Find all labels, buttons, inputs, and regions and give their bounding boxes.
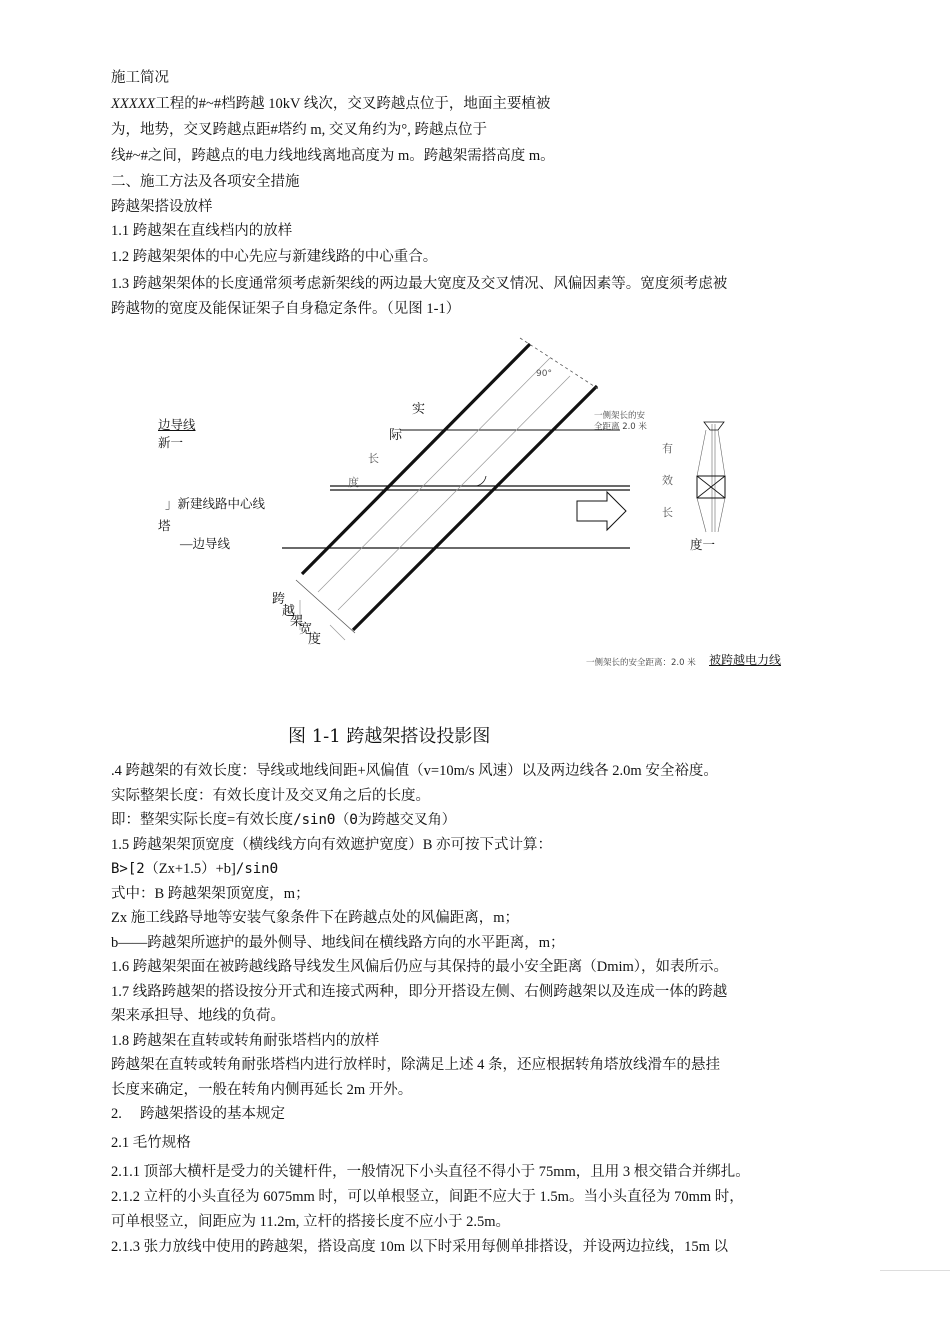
span-width-char: 跨 — [272, 591, 286, 606]
formula-line — [111, 860, 278, 878]
text-line: 跨越架在直转或转角耐张塔档内进行放样时，除满足上述 4 条，还应根据转角塔放线滑车的悬挂 — [111, 1057, 720, 1073]
angle-label: 90° — [536, 369, 552, 379]
text-line: 1.8 跨越架在直转或转角耐张塔档内的放样 — [111, 1033, 380, 1049]
text-line: b——跨越架所遮护的最外侧导、地线间在横线路方向的水平距离，m； — [111, 935, 565, 951]
text-line: 1.1 跨越架在直线档内的放样 — [111, 223, 293, 239]
text-line: 2.1.1 顶部大横杆是受力的关键杆件，一般情况下小头直径不得小于 75mm，且用 3 根交错合并绑扎。 — [111, 1164, 750, 1180]
edge-conductor-label: 边导线 — [158, 418, 196, 432]
text-line: 长度来确定，一般在转角内侧再延长 2m 开外。 — [111, 1082, 413, 1098]
text-line: 1.7 线路跨越架的搭设按分开式和连接式两种，即分开搭设左侧、右侧跨越架以及连成一体的跨越 — [111, 984, 728, 1000]
bottom-safety-note: 一侧架长的安全距离：2.0 米 — [586, 658, 696, 668]
new-line-center-label: 」新建线路中心线 — [165, 497, 266, 511]
text-line: .4 跨越架的有效长度：导线或地线间距+风偏值（v=10m/s 风速）以及两边线各 2.0m 安全裕度。 — [111, 763, 718, 779]
text-line — [111, 95, 550, 113]
text-line: 架来承担导、地线的负荷。 — [111, 1008, 285, 1024]
text-line: 式中：B 跨越架架顶宽度，m； — [111, 886, 310, 902]
crossed-power-line-label: 被跨越电力线 — [709, 653, 782, 667]
text-line: 线#~#之间，跨越点的电力线地线离地高度为 m。跨越架需搭高度 m。 — [111, 148, 555, 164]
span-width-char: 越 — [282, 603, 296, 618]
text-line: 可单根竖立，间距应为 11.2m, 立杆的搭接长度不应小于 2.5m。 — [111, 1214, 511, 1230]
text-line: 实际整架长度：有效长度计及交叉角之后的长度。 — [111, 788, 430, 804]
actual-length-char: 长 — [368, 453, 379, 465]
safety-distance-note: 一侧架长的安 — [594, 411, 646, 421]
text-line — [111, 811, 456, 829]
formula-fragment: B>[2（ — [111, 861, 159, 877]
text-line: 2.1.2 立杆的小头直径为 6075mm 时，可以单根竖立，间距不应大于 1.5m。当小头直径为 70mm 时， — [111, 1189, 744, 1205]
safety-distance-note: 全距离 2.0 米 — [594, 422, 647, 432]
text-line: 1.2 跨越架架体的中心先应与新建线路的中心重合。 — [111, 249, 438, 265]
formula-fragment: /sinΘ — [235, 861, 279, 877]
actual-length-char: 际 — [389, 427, 403, 442]
formula-fragment: Zx+1.5）+b] — [158, 861, 236, 877]
effective-length-char: 度一 — [690, 538, 716, 552]
effective-length-char: 有 — [662, 443, 673, 455]
text-line: 为，地势，交叉跨越点距#塔约 m, 交叉角约为°, 跨越点位于 — [111, 122, 487, 138]
text-line: 1.3 跨越架架体的长度通常须考虑新架线的两边最大宽度及交叉情况、风偏因素等。宽度须考虑被 — [111, 276, 728, 292]
text-line: 1.5 跨越架架顶宽度（横线线方向有效遮护宽度）B 亦可按下式计算： — [111, 837, 553, 853]
text-line: 2.1.3 张力放线中使用的跨越架，搭设高度 10m 以下时采用每侧单排搭设，并设两边拉线，15m 以 — [111, 1239, 729, 1255]
edge-conductor-label-2: —边导线 — [180, 537, 231, 551]
subsection-heading: 跨越架搭设放样 — [111, 199, 213, 215]
span-width-char: 度 — [308, 631, 322, 646]
crossing-frame-diagram — [0, 330, 950, 690]
text-line: 1.6 跨越架架面在被跨越线路导线发生风偏后仍应与其保持的最小安全距离（Dmim），如表所示。 — [111, 959, 729, 975]
subsection-heading: 2.1 毛竹规格 — [111, 1135, 191, 1151]
page-edge-divider — [880, 1270, 950, 1271]
actual-length-char: 度 — [348, 477, 359, 489]
span-width-char: 宽 — [299, 621, 313, 636]
effective-length-char: 长 — [662, 507, 673, 519]
actual-length-char: 实 — [412, 401, 426, 416]
text-fragment: 即：整架实际长度=有效长度 — [111, 812, 294, 828]
figure-caption: 图 1-1 跨越架搭设投影图 — [288, 726, 491, 747]
effective-length-char: 效 — [662, 475, 673, 487]
formula-fragment: /sinΘ（Θ为跨越交叉角） — [293, 812, 456, 828]
text-fragment: 工程的#~#档跨越 10kV 线次，交叉跨越点位于，地面主要植被 — [155, 96, 551, 112]
tower-label: 塔 — [158, 519, 171, 533]
project-name-placeholder: XXXXX — [111, 96, 156, 112]
section-heading: 2. 跨越架搭设的基本规定 — [111, 1106, 285, 1122]
section-heading: 二、施工方法及各项安全措施 — [111, 174, 300, 190]
new-label: 新一 — [158, 436, 184, 450]
text-line: 跨越物的宽度及能保证架子自身稳定条件。（见图 1-1） — [111, 301, 461, 317]
span-width-char: 架 — [290, 613, 304, 628]
text-line: 施工简况 — [111, 70, 169, 86]
text-line: Zx 施工线路导地等安装气象条件下在跨越点处的风偏距离，m； — [111, 910, 520, 926]
